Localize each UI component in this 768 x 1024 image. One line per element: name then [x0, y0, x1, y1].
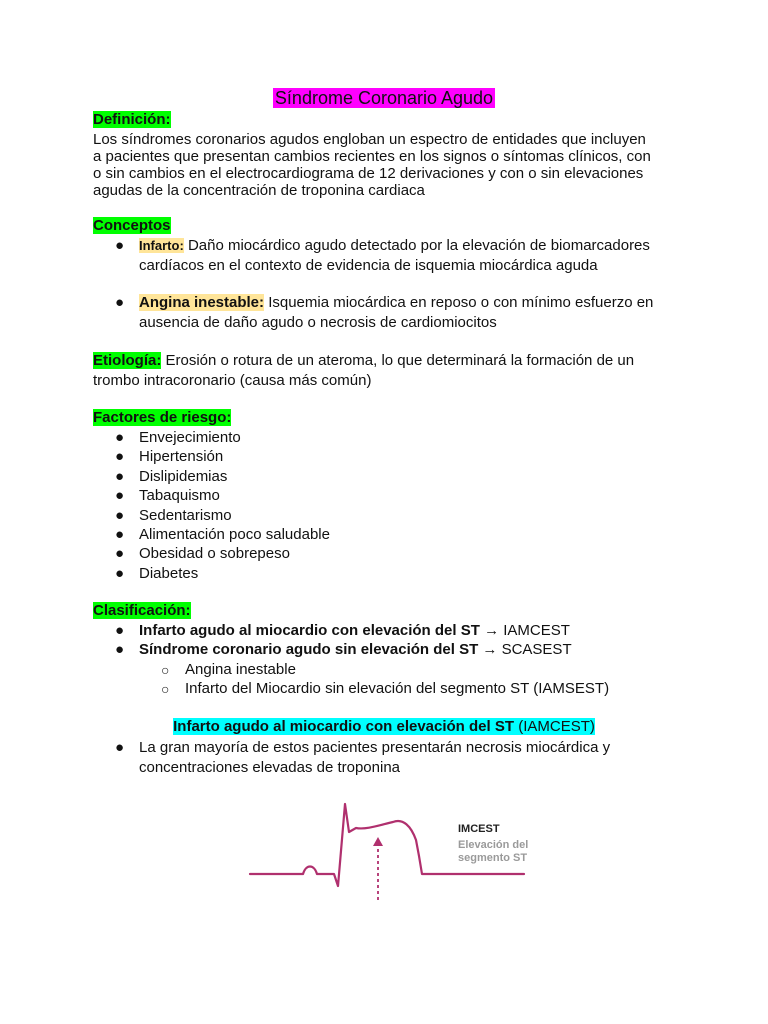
- iamcest-heading-bold: Infarto agudo al miocardio con elevación del ST: [173, 718, 515, 735]
- classification-heading: Clasificación:: [93, 602, 191, 619]
- classification-item-scasest: [139, 641, 572, 659]
- arrow-head-icon: [373, 837, 383, 846]
- ecg-caption: segmento ST: [458, 852, 528, 864]
- list-item: [93, 429, 593, 448]
- bullet-icon: ●: [115, 564, 125, 582]
- classification-term: Infarto agudo al miocardio con elevación del ST: [139, 622, 480, 639]
- bullet-icon: ●: [115, 641, 125, 658]
- iamcest-heading: [173, 718, 595, 735]
- etiology-paragraph: [93, 351, 683, 391]
- hollow-bullet-icon: ○: [161, 681, 170, 697]
- concept-item-infarto: [139, 236, 699, 276]
- definition-line: Los síndromes coronarios agudos engloban un espectro de entidades que incluyen: [93, 131, 646, 148]
- classification-subitem: Angina inestable: [185, 661, 296, 678]
- bullet-icon: ●: [115, 237, 125, 254]
- definition-heading: Definición:: [93, 111, 171, 128]
- iamcest-line: La gran mayoría de estos pacientes presentarán necrosis miocárdica y: [139, 739, 611, 756]
- list-item: [93, 487, 593, 506]
- concept-item-line: [139, 236, 699, 256]
- concepts-heading-row: [93, 217, 171, 235]
- concept-term: Angina inestable:: [139, 294, 265, 311]
- bullet-icon: ●: [115, 545, 125, 563]
- definition-line: agudas de la concentración de troponina cardiaca: [93, 182, 425, 199]
- classification-item-iamcest: [139, 622, 570, 640]
- bullet-icon: ●: [115, 525, 125, 543]
- classification-term: Síndrome coronario agudo sin elevación del ST: [139, 641, 479, 658]
- risk-factor-text: Dislipidemias: [139, 467, 228, 485]
- bullet-icon: ●: [115, 429, 125, 446]
- concept-term: Infarto:: [139, 238, 184, 253]
- risk-factors-heading: Factores de riesgo:: [93, 409, 232, 426]
- risk-factors-list: [93, 429, 593, 584]
- risk-factor-text: Alimentación poco saludable: [139, 525, 330, 543]
- classification-heading-row: [93, 602, 191, 620]
- risk-factor-text: Obesidad o sobrepeso: [139, 545, 290, 563]
- concept-item-line: ausencia de daño agudo o necrosis de cardiomiocitos: [139, 314, 497, 331]
- title-container: [0, 87, 768, 109]
- list-item: [93, 468, 593, 487]
- etiology-heading: Etiología:: [93, 352, 162, 369]
- definition-heading-row: [93, 111, 171, 129]
- concept-item-line: [139, 293, 699, 313]
- bullet-icon: ●: [115, 448, 125, 466]
- page-title: Síndrome Coronario Agudo: [274, 88, 494, 108]
- iamcest-heading-abbrev: (IAMCEST): [514, 718, 595, 735]
- list-item: [93, 526, 593, 545]
- list-item: [93, 565, 593, 584]
- risk-heading-row: [93, 409, 231, 427]
- ecg-label: IMCEST: [458, 823, 500, 835]
- bullet-icon: ●: [115, 739, 125, 756]
- list-item: [93, 448, 593, 467]
- classification-abbrev: → SCASEST: [478, 641, 572, 658]
- iamcest-heading-row: [0, 718, 768, 736]
- list-item: [93, 545, 593, 564]
- etiology-line: [93, 351, 683, 371]
- classification-abbrev: → IAMCEST: [479, 622, 570, 639]
- definition-paragraph: [93, 131, 683, 199]
- iamcest-description: [139, 738, 699, 778]
- hollow-bullet-icon: ○: [161, 662, 170, 678]
- bullet-icon: ●: [115, 294, 125, 311]
- classification-subitem: Infarto del Miocardio sin elevación del segmento ST (IAMSEST): [185, 680, 610, 697]
- etiology-text: Erosión o rotura de un ateroma, lo que determinará la formación de un: [161, 352, 635, 369]
- bullet-icon: ●: [115, 487, 125, 505]
- bullet-icon: ●: [115, 506, 125, 524]
- concepts-heading: Conceptos: [93, 217, 171, 234]
- risk-factor-text: Diabetes: [139, 564, 199, 582]
- definition-line: a pacientes que presentan cambios recientes en los signos o síntomas clínicos, con: [93, 148, 651, 165]
- concept-item-line: cardíacos en el contexto de evidencia de isquemia miocárdica aguda: [139, 257, 598, 274]
- risk-factor-text: Sedentarismo: [139, 506, 232, 524]
- definition-line: o sin cambios en el electrocardiograma de 12 derivaciones y con o sin elevaciones: [93, 165, 644, 182]
- list-item: [93, 507, 593, 526]
- risk-factor-text: Hipertensión: [139, 448, 224, 466]
- risk-factor-text: Envejecimiento: [139, 429, 241, 446]
- concept-text: Isquemia miocárdica en reposo o con mínimo esfuerzo en: [264, 294, 654, 311]
- iamcest-line: concentraciones elevadas de troponina: [139, 759, 401, 776]
- etiology-line: trombo intracoronario (causa más común): [93, 372, 372, 389]
- risk-factor-text: Tabaquismo: [139, 487, 220, 505]
- concept-text: Daño miocárdico agudo detectado por la elevación de biomarcadores: [183, 237, 650, 254]
- ecg-caption: Elevación del: [458, 839, 529, 851]
- concept-item-angina: [139, 293, 699, 333]
- bullet-icon: ●: [115, 622, 125, 639]
- ecg-st-elevation-figure: [248, 800, 538, 912]
- bullet-icon: ●: [115, 467, 125, 485]
